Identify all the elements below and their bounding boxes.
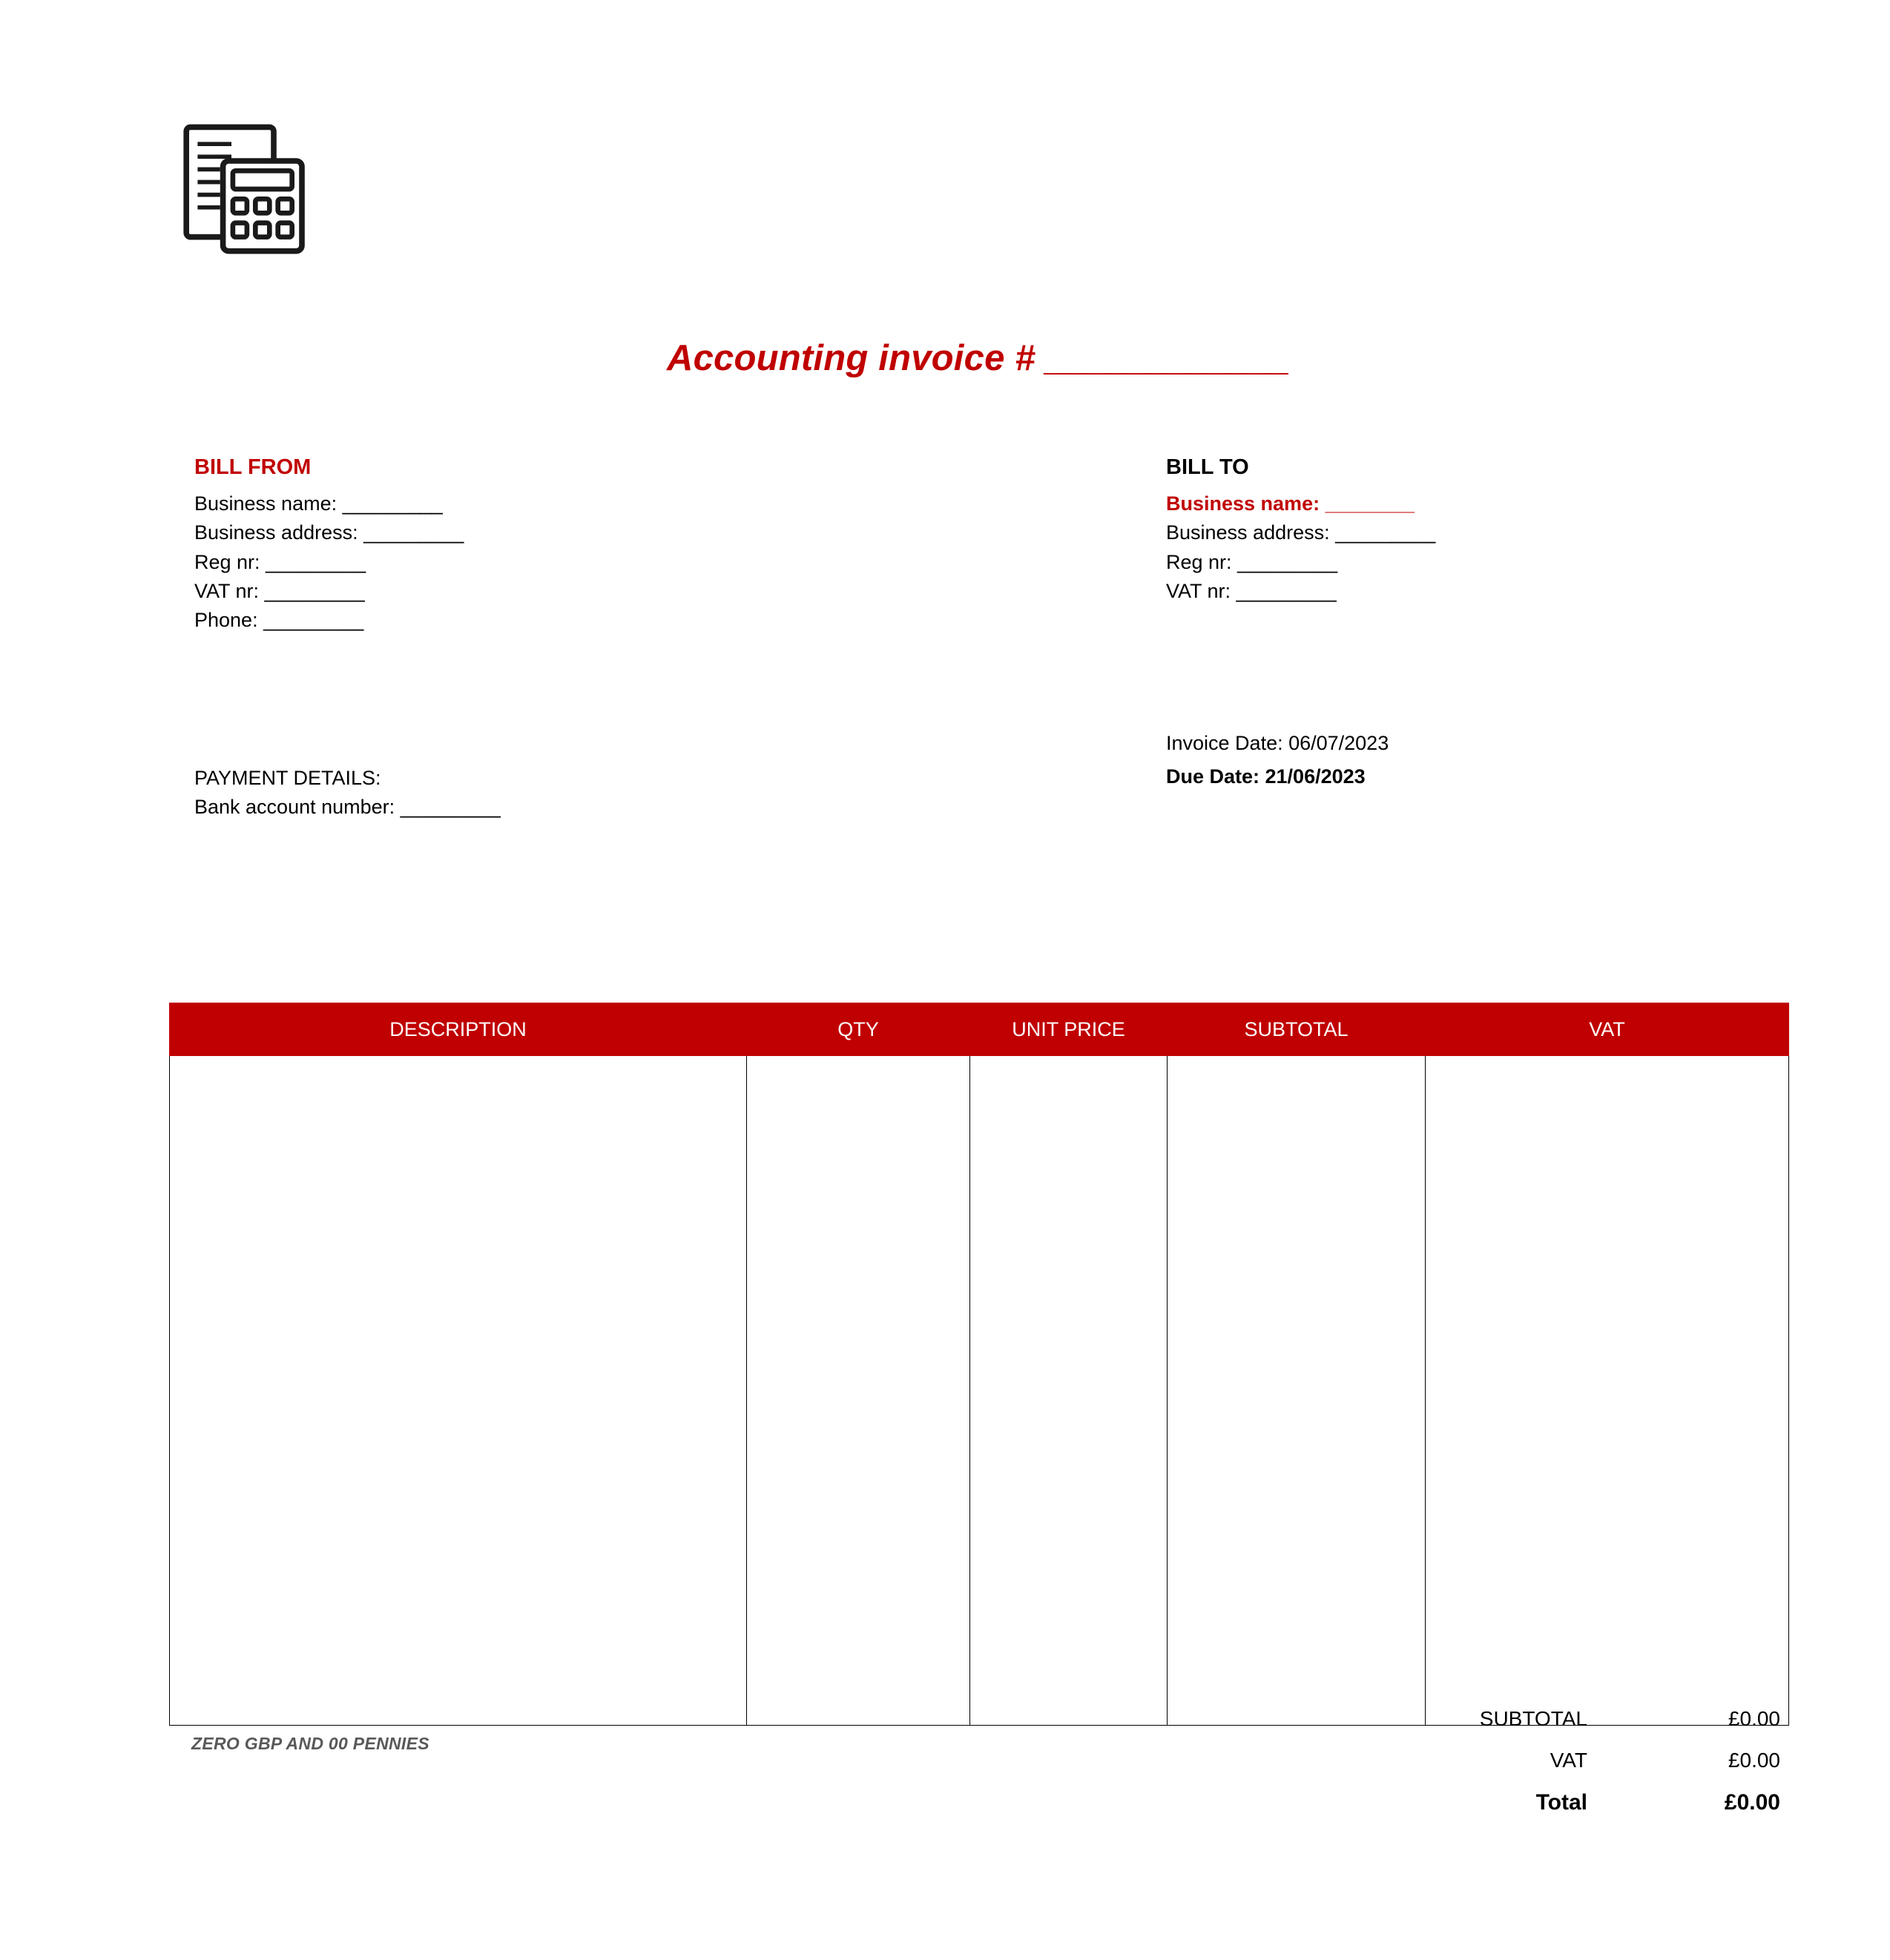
cell-unit-price[interactable] [970,1056,1168,1726]
totals-block [1187,1698,1780,1824]
cell-subtotal[interactable] [1168,1056,1426,1726]
bill-from-phone: Phone: _________ [194,608,364,631]
totals-value-vat: £0.00 [1728,1749,1780,1772]
cell-qty[interactable] [747,1056,970,1726]
bill-from-business-name: Business name: _________ [194,492,443,515]
due-date: Due Date: 21/06/2023 [1166,765,1366,788]
line-items-table [169,1003,1789,1726]
column-header-qty: QTY [747,1003,970,1056]
column-header-vat: VAT [1426,1003,1789,1056]
bill-to-block [1166,454,1834,606]
bank-account-number: Bank account number: _________ [194,796,501,819]
payment-details-heading: PAYMENT DETAILS: [194,767,381,789]
payment-details-block [194,764,936,822]
bill-to-heading: BILL TO [1166,455,1249,479]
column-header-description: DESCRIPTION [170,1003,747,1056]
bill-from-reg-nr: Reg nr: _________ [194,550,366,573]
bill-to-reg-nr: Reg nr: _________ [1166,550,1338,573]
bill-to-vat-nr: VAT nr: _________ [1166,579,1337,602]
totals-value-subtotal: £0.00 [1728,1707,1780,1730]
cell-description[interactable] [170,1056,747,1726]
bill-from-heading: BILL FROM [194,455,312,479]
bill-from-vat-nr: VAT nr: _________ [194,579,365,602]
column-header-subtotal: SUBTOTAL [1168,1003,1426,1056]
table-header-row [170,1003,1789,1056]
table-row [170,1056,1789,1726]
totals-value-total: £0.00 [1724,1790,1780,1815]
bill-to-business-address: Business address: _________ [1166,521,1436,544]
totals-row-vat [1187,1740,1780,1781]
invoice-date: Invoice Date: 06/07/2023 [1166,732,1389,754]
totals-label-vat: VAT [1550,1749,1587,1772]
bill-from-business-address: Business address: _________ [194,521,464,544]
column-header-unit-price: UNIT PRICE [970,1003,1168,1056]
totals-label-total: Total [1535,1790,1587,1815]
totals-row-subtotal [1187,1698,1780,1740]
bill-to-business-name: Business name: ________ [1166,492,1415,515]
page-title: Accounting invoice # ____________ [666,338,1291,378]
calculator-document-icon [175,119,316,260]
amount-in-words: ZERO GBP AND 00 PENNIES [191,1734,429,1753]
totals-label-subtotal: SUBTOTAL [1479,1707,1587,1730]
dates-block [1166,727,1834,793]
bill-from-block [194,454,862,635]
totals-row-total [1187,1781,1780,1824]
cell-vat[interactable] [1426,1056,1789,1726]
